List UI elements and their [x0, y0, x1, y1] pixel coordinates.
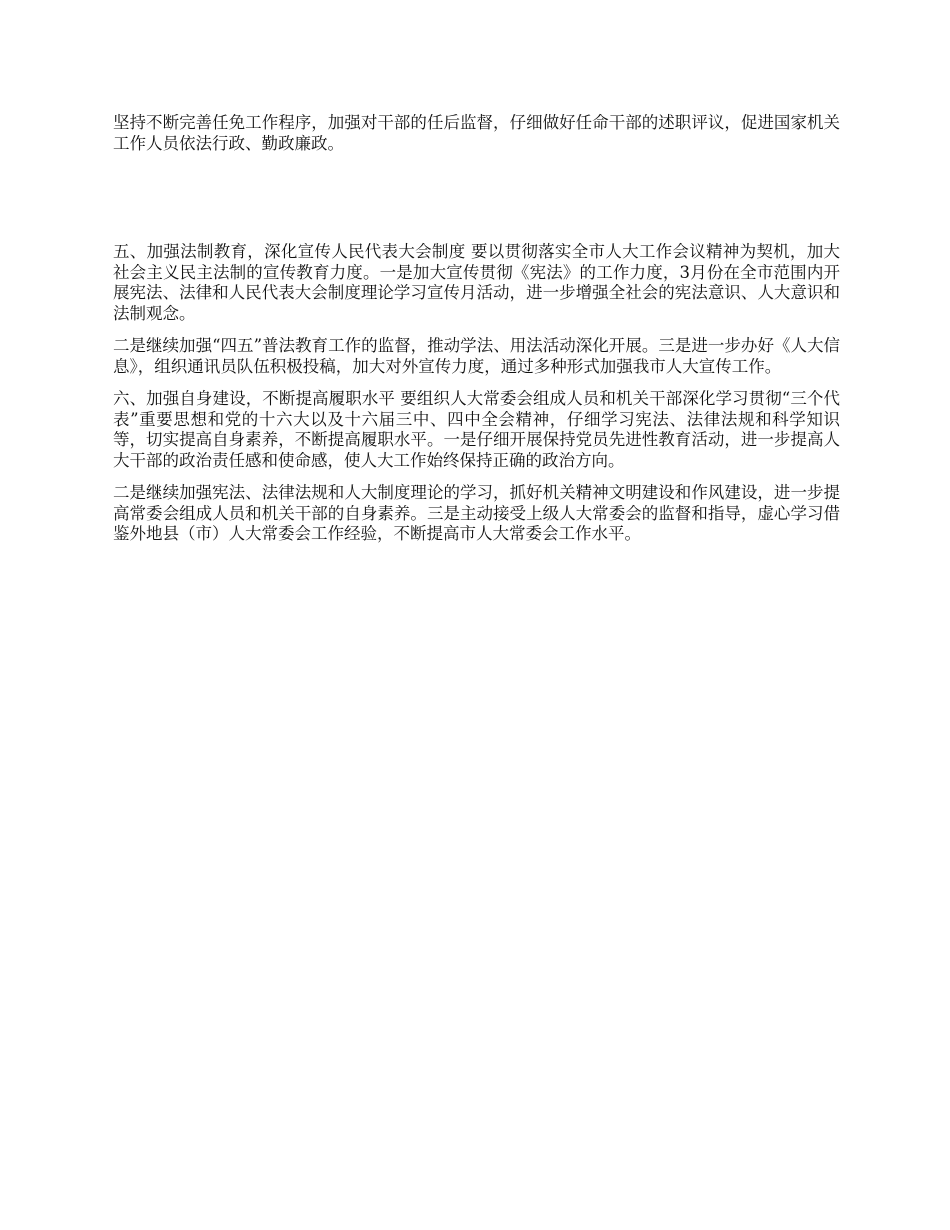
paragraph-spacer: [113, 154, 840, 242]
paragraph-theory-study: 二是继续加强宪法、法律法规和人大制度理论的学习，抓好机关精神文明建设和作风建设，进一步提高常委会组成人员和机关干部的自身素养。三是主动接受上级人大常委会的监督和指导，虚心学习借鉴外地县（市）人大常委会工作经验，不断提高市人大常委会工作水平。: [113, 483, 840, 543]
paragraph-section-five-legal-education: 五、加强法制教育，深化宣传人民代表大会制度 要以贯彻落实全市人大工作会议精神为契机，加大社会主义民主法制的宣传教育力度。一是加大宣传贯彻《宪法》的工作力度，3月份在全市范围内开展宪法、法律和人民代表大会制度理论学习宣传月活动，进一步增强全社会的宪法意识、人大意识和法制观念。: [113, 242, 840, 323]
paragraph-appointment-supervision: 坚持不断完善任免工作程序，加强对干部的任后监督，仔细做好任命干部的述职评议，促进国家机关工作人员依法行政、勤政廉政。: [113, 113, 840, 153]
document-body: [113, 113, 840, 545]
paragraph-spacer: [113, 324, 840, 336]
paragraph-section-six-self-building: 六、加强自身建设，不断提高履职水平 要组织人大常委会组成人员和机关干部深化学习贯彻“三个代表”重要思想和党的十六大以及十六届三中、四中全会精神，仔细学习宪法、法律法规和科学知识等，切实提高自身素养，不断提高履职水平。一是仔细开展保持党员先进性教育活动，进一步提高人大干部的政治责任感和使命感，使人大工作始终保持正确的政治方向。: [113, 389, 840, 470]
paragraph-legal-popularization: 二是继续加强“四五”普法教育工作的监督，推动学法、用法活动深化开展。三是进一步办好《人大信息》，组织通讯员队伍积极投稿，加大对外宣传力度，通过多种形式加强我市人大宣传工作。: [113, 336, 840, 376]
paragraph-spacer: [113, 471, 840, 483]
paragraph-spacer: [113, 377, 840, 389]
